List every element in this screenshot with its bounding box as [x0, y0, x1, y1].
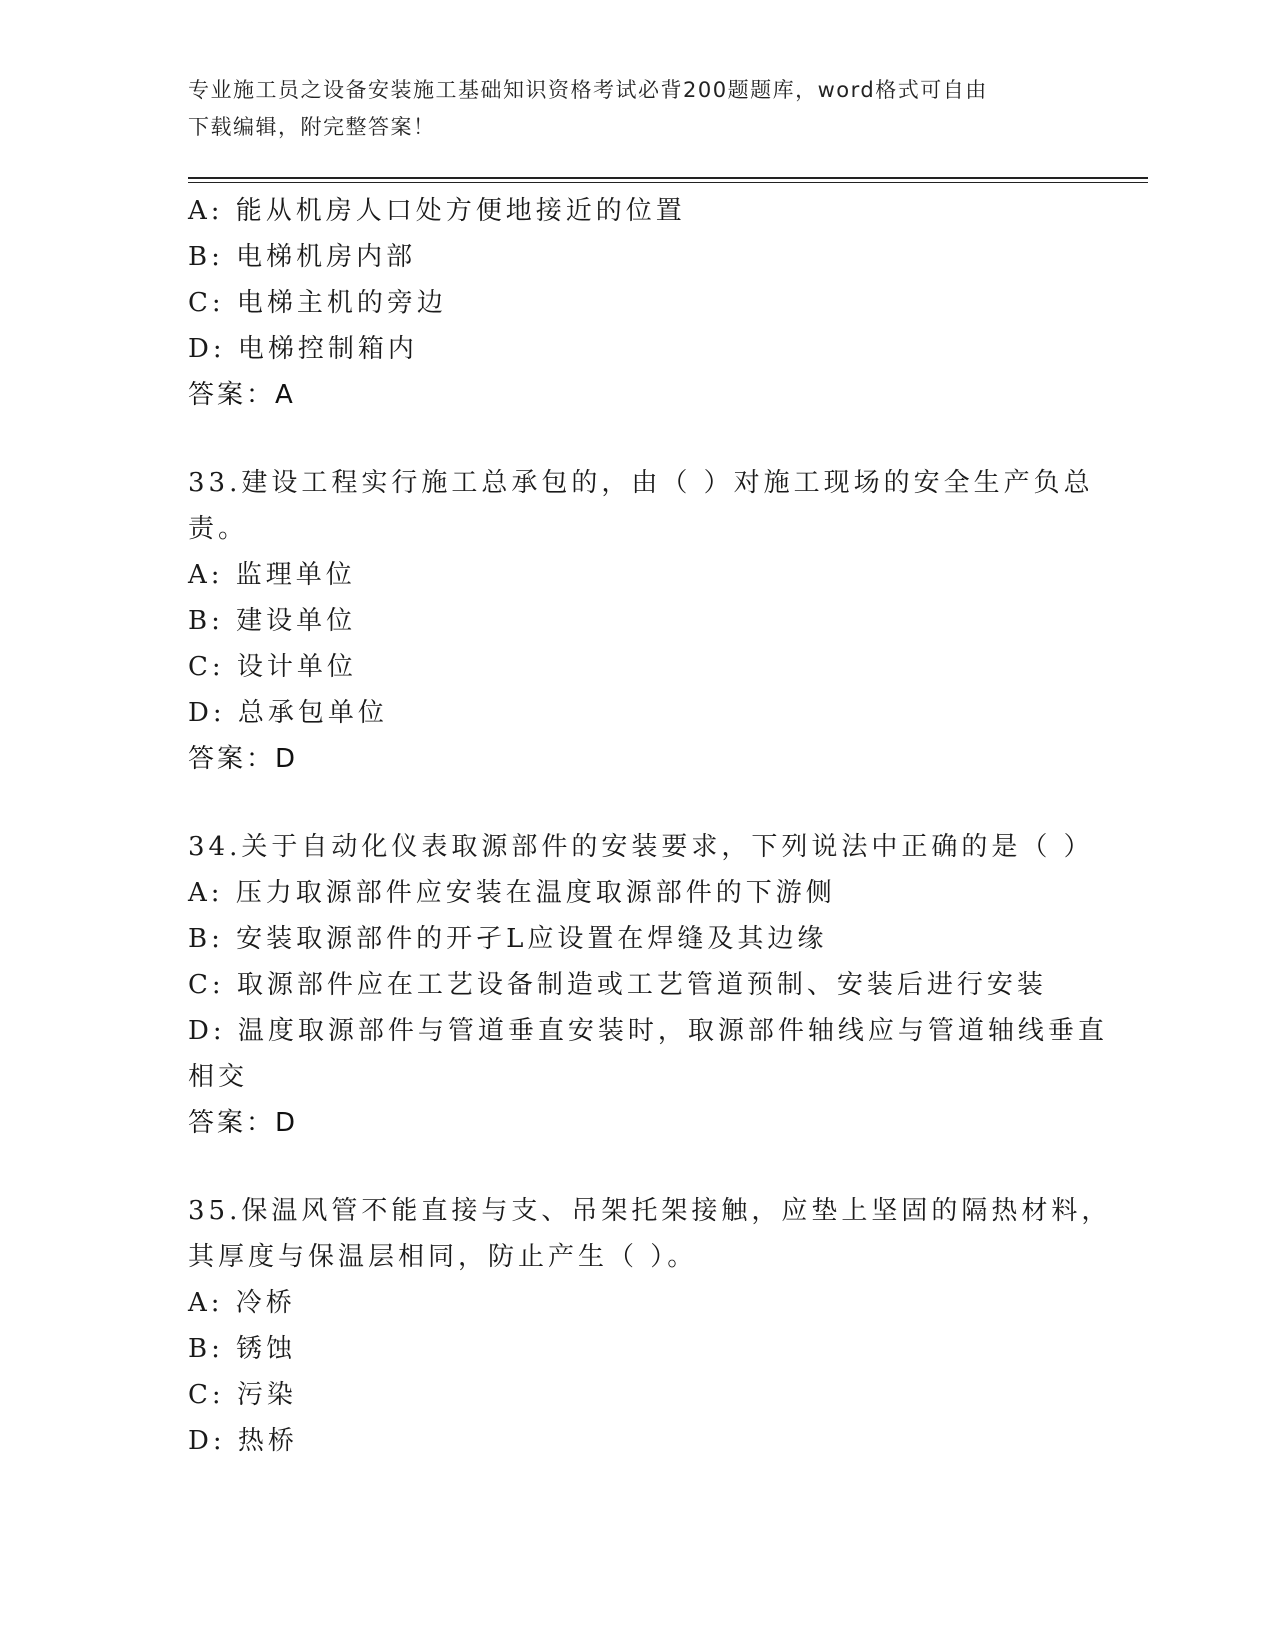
- question-stem: 33.建设工程实行施工总承包的，由（ ）对施工现场的安全生产负总: [188, 468, 1094, 498]
- option-b: B: 安装取源部件的开孑L应设置在焊缝及其边缘: [188, 924, 828, 954]
- option-a: A: 压力取源部件应安装在温度取源部件的下游侧: [188, 878, 836, 908]
- option-d: D: 电梯控制箱内: [188, 334, 418, 364]
- option-a: A: 冷桥: [188, 1288, 296, 1318]
- question-stem-cont: 责。: [188, 514, 249, 544]
- option-c: C: 污染: [188, 1380, 297, 1410]
- option-a: A: 能从机房人口处方便地接近的位置: [188, 196, 686, 226]
- option-b: B: 电梯机房内部: [188, 242, 417, 272]
- question-stem: 34.关于自动化仪表取源部件的安装要求，下列说法中正确的是（ ）: [188, 832, 1094, 862]
- answer-line: 答案：D: [188, 744, 299, 774]
- question-35: [188, 1188, 1112, 1464]
- question-stem-cont: 其厚度与保温层相同，防止产生（ ）。: [188, 1242, 698, 1272]
- question-34: [188, 824, 1108, 1146]
- question-stem: 35.保温风管不能直接与支、吊架托架接触，应垫上坚固的隔热材料，: [188, 1196, 1112, 1226]
- header-line-2: 下载编辑，附完整答案！: [188, 115, 436, 139]
- option-c: C: 取源部件应在工艺设备制造或工艺管道预制、安装后进行安装: [188, 970, 1047, 1000]
- question-32-tail: [188, 188, 1088, 418]
- header-divider-thin: [188, 182, 1148, 183]
- option-c: C: 电梯主机的旁边: [188, 288, 447, 318]
- option-b: B: 锈蚀: [188, 1334, 297, 1364]
- header-divider-thick: [188, 177, 1148, 179]
- option-c: C: 设计单位: [188, 652, 357, 682]
- option-d: D: 热桥: [188, 1426, 298, 1456]
- option-a: A: 监理单位: [188, 560, 356, 590]
- document-header: [188, 72, 1068, 146]
- question-33: [188, 460, 1094, 782]
- option-d-cont: 相交: [188, 1062, 249, 1092]
- option-b: B: 建设单位: [188, 606, 357, 636]
- answer-line: 答案：D: [188, 1108, 299, 1138]
- question-list: [188, 188, 1112, 1464]
- answer-line: 答案：A: [188, 380, 296, 410]
- header-line-1: 专业施工员之设备安装施工基础知识资格考试必背200题题库，word格式可自由: [188, 78, 988, 102]
- option-d: D: 总承包单位: [188, 698, 388, 728]
- option-d: D: 温度取源部件与管道垂直安装时，取源部件轴线应与管道轴线垂直: [188, 1016, 1108, 1046]
